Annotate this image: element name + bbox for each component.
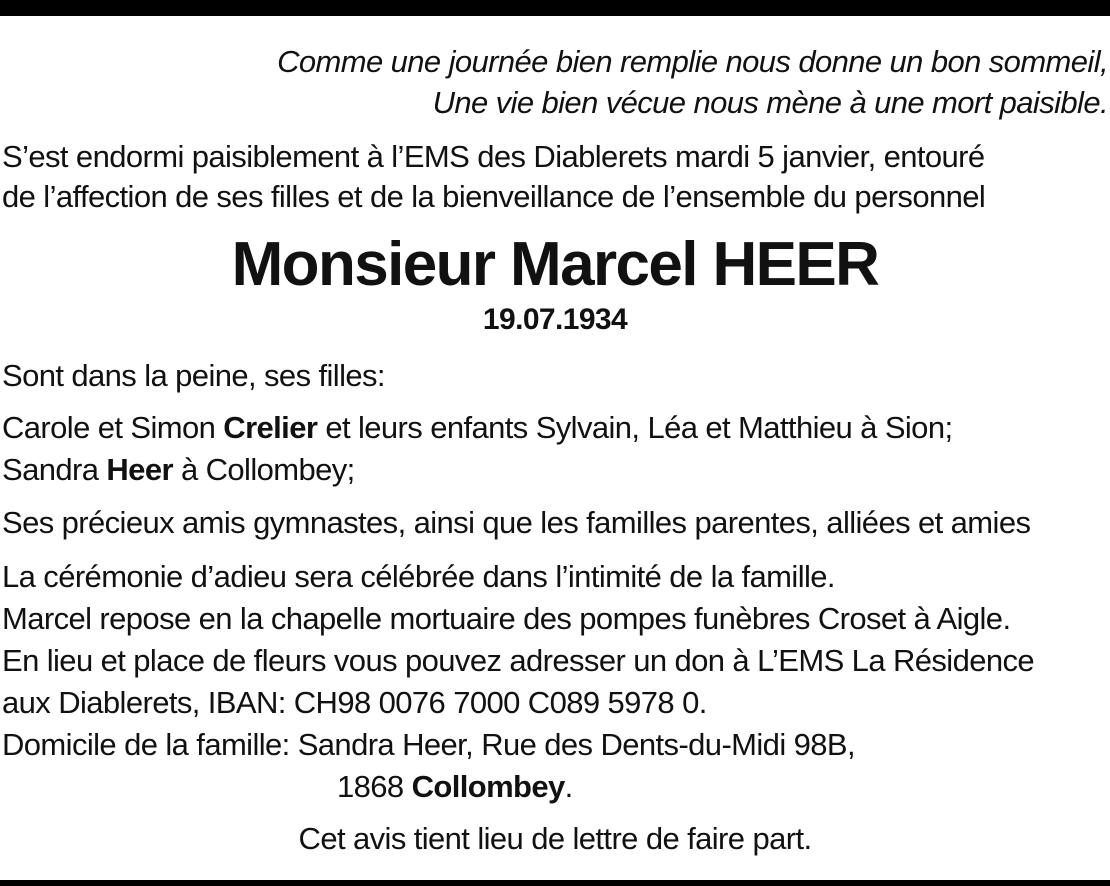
address-postcode: 1868 bbox=[337, 769, 412, 804]
family-2-suffix: à Collombey; bbox=[172, 452, 355, 487]
family-2-surname: Heer bbox=[106, 452, 173, 487]
ceremony-line-1: La cérémonie d’adieu sera célébrée dans l’intimité de la famille. bbox=[2, 559, 835, 594]
address-end: . bbox=[564, 769, 573, 804]
address-town: Collombey bbox=[411, 769, 565, 804]
ceremony-line-4: aux Diablerets, IBAN: CH98 0076 7000 C089 5978 0. bbox=[2, 685, 707, 720]
bottom-border bbox=[0, 880, 1110, 886]
deceased-name: Monsieur Marcel HEER bbox=[231, 230, 879, 299]
ceremony-line-5: Domicile de la famille: Sandra Heer, Rue des Dents-du-Midi 98B, bbox=[2, 727, 855, 762]
address-line bbox=[337, 767, 573, 807]
family-1-surname: Crelier bbox=[223, 410, 318, 445]
poem-line-1: Comme une journée bien remplie nous donne un bon sommeil, bbox=[277, 44, 1108, 79]
intro-line-1: S’est endormi paisiblement à l’EMS des Diablerets mardi 5 janvier, entouré bbox=[2, 139, 985, 174]
intro-line-2: de l’affection de ses filles et de la bienveillance de l’ensemble du personnel bbox=[2, 179, 986, 214]
closing-line: Cet avis tient lieu de lettre de faire part. bbox=[298, 821, 812, 856]
family-1-suffix: et leurs enfants Sylvain, Léa et Matthieu à Sion; bbox=[317, 410, 953, 445]
mourners-heading: Sont dans la peine, ses filles: bbox=[2, 358, 385, 393]
family-2-prefix: Sandra bbox=[2, 452, 107, 487]
birth-date: 19.07.1934 bbox=[482, 303, 628, 336]
ceremony-line-3: En lieu et place de fleurs vous pouvez adresser un don à L’EMS La Résidence bbox=[2, 643, 1035, 678]
family-line-2 bbox=[2, 450, 355, 490]
ceremony-line-2: Marcel repose en la chapelle mortuaire des pompes funèbres Croset à Aigle. bbox=[2, 601, 1011, 636]
family-1-prefix: Carole et Simon bbox=[2, 410, 224, 445]
friends-line: Ses précieux amis gymnastes, ainsi que les familles parentes, alliées et amies bbox=[2, 505, 1031, 540]
family-line-1 bbox=[2, 408, 952, 448]
poem-line-2: Une vie bien vécue nous mène à une mort paisible. bbox=[432, 85, 1108, 120]
